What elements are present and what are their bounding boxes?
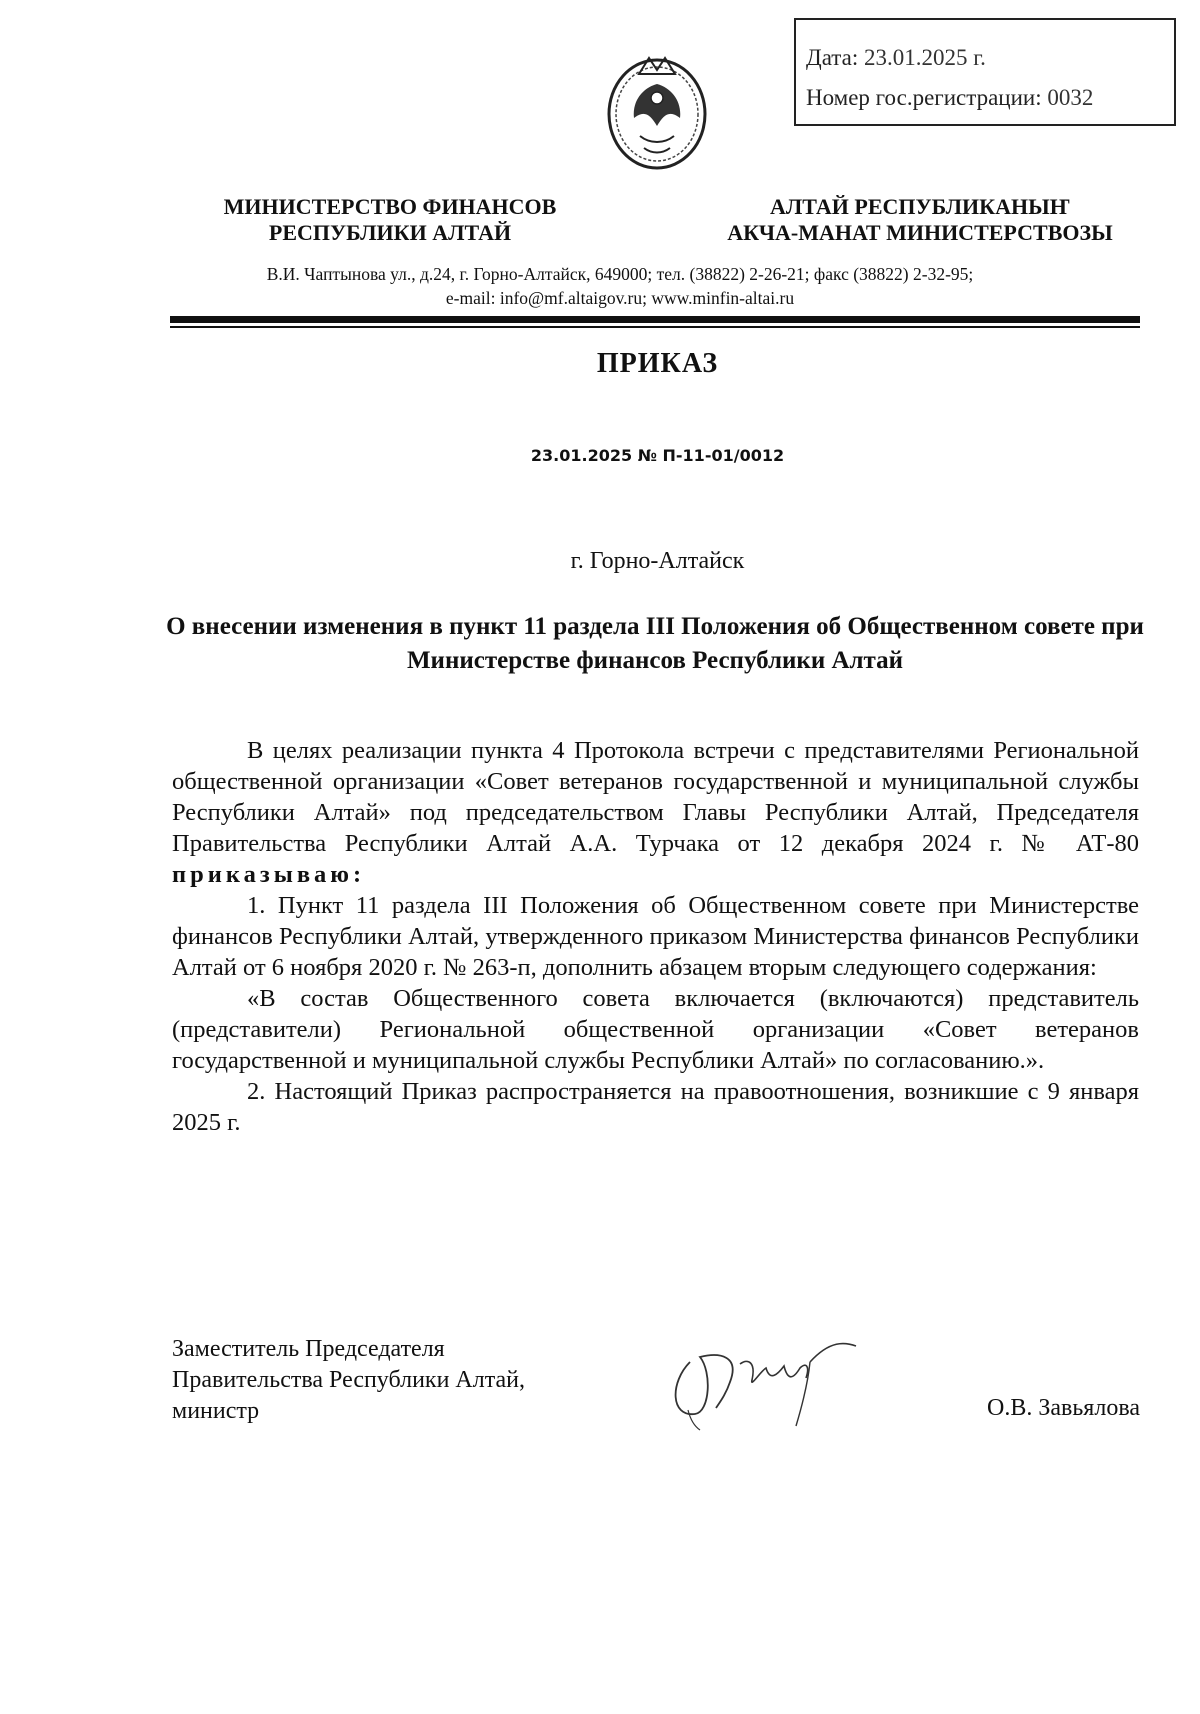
signer-position-line3: министр [172,1398,260,1424]
registration-number-label: Номер гос.регистрации: [806,85,1042,110]
ministry-name-altai-line2: АКЧА-МАНАТ МИНИСТЕРСТВОЗЫ [727,220,1113,245]
body-paragraph-item2: 2. Настоящий Приказ распространяется на правоотношения, возникшие с 9 января 2025 г. [172,1078,1139,1136]
registration-stamp [794,18,1176,126]
ministry-name-russian [200,194,580,246]
ministry-name-altai-line1: АЛТАЙ РЕСПУБЛИКАНЫҤ [770,194,1070,219]
header-divider-thin [170,326,1140,328]
signer-name: О.В. Завьялова [987,1395,1140,1421]
ministry-name-russian-line1: МИНИСТЕРСТВО ФИНАНСОВ [223,194,557,219]
registration-date-label: Дата: [806,45,859,70]
address-line2: e-mail: info@mf.altaigov.ru; www.minfin-altai.ru [445,288,795,308]
document-body [172,735,1139,1138]
ministry-address [150,262,1090,310]
ministry-name-altai [700,194,1140,246]
preamble-text: В целях реализации пункта 4 Протокола встречи с представителями Региональной общественной организации «Совет ветеранов государственной и муниципальной службы Республики Алтай» под председательством Главы Республики Алтай, Председателя Правительства Республики Алтай А.А. Турчака от 12 декабря 2024 г. № АТ-80 [172,737,1139,857]
document-title: ПРИКАЗ [596,348,719,379]
order-number: 23.01.2025 № П-11-01/0012 [530,446,785,465]
registration-date-value: 23.01.2025 г. [863,45,986,70]
registration-number [806,78,1174,118]
order-word: приказываю: [172,861,366,888]
signer-position-line2: Правительства Республики Алтай, [172,1367,526,1393]
registration-number-value: 0032 [1047,85,1094,110]
address-line1: В.И. Чаптынова ул., д.24, г. Горно-Алтайск, 649000; тел. (38822) 2-26-21; факс (38822) 2-32-95; [266,264,974,284]
body-paragraph-quote: «В состав Общественного совета включается (включаются) представитель (представители) Региональной общественной организации «Совет ветеранов государственной и муниципальной службы Республики Алтай» по согласованию.». [172,985,1139,1074]
handwritten-signature [660,1322,870,1432]
document-subject: О внесении изменения в пункт 11 раздела III Положения об Общественном совете при Министерстве финансов Республики Алтай [166,613,1144,674]
registration-date [806,38,1174,78]
signer-position [172,1334,632,1427]
signer-position-line1: Заместитель Председателя [172,1336,445,1362]
coat-of-arms-emblem [604,44,710,172]
document-city: г. Горно-Алтайск [570,548,745,574]
ministry-name-russian-line2: РЕСПУБЛИКИ АЛТАЙ [268,220,512,245]
body-paragraph-preamble [172,735,1139,890]
body-paragraph-item1: 1. Пункт 11 раздела III Положения об Общественном совете при Министерстве финансов Республики Алтай, утвержденного приказом Министерства финансов Республики Алтай от 6 ноября 2020 г. № 263-п, дополнить абзацем вторым следующего содержания: [172,892,1139,981]
header-divider-thick [170,316,1140,323]
